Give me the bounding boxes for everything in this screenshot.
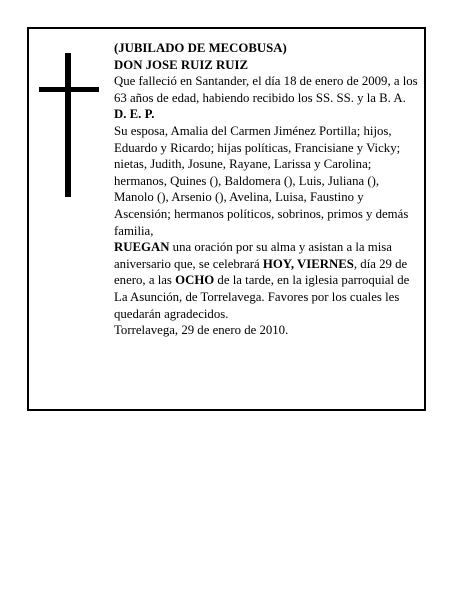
deceased-name: DON JOSE RUIZ RUIZ: [114, 57, 249, 72]
request-text-2: , día 29 de enero, a las: [114, 256, 408, 288]
request-day: HOY, VIERNES: [262, 256, 354, 271]
family-list: Su esposa, Amalia del Carmen Jiménez Portilla; hijos, Eduardo y Ricardo; hijas políticas, Francisiane y Vicky; nietas, Judith, Josune, Rayane, Larissa y Carolina; hermanos, Quines (), Baldomera (), Luis, Juliana (), Manolo (), Arsenio (), Avelina, Luisa, Faustino y Ascensión; hermanos políticos, sobrinos, primos y demás familia,: [114, 123, 409, 238]
death-statement: Que falleció en Santander, el día 18 de enero de 2009, a los 63 años de edad, habiendo recibido los SS. SS. y la B. A.: [114, 74, 418, 105]
cross-vertical-bar: [65, 53, 71, 197]
request-hour: OCHO: [175, 273, 215, 288]
cross-horizontal-bar: [39, 87, 99, 92]
cross-icon: [39, 53, 99, 197]
notice-text: [114, 40, 420, 339]
request-lead: RUEGAN: [114, 240, 170, 255]
place-date: Torrelavega, 29 de enero de 2010.: [114, 323, 289, 338]
rip-line: D. E. P.: [114, 107, 155, 122]
deceased-affiliation: (JUBILADO DE MECOBUSA): [114, 41, 287, 55]
obituary-notice: [27, 27, 426, 411]
request-text-1: una oración por su alma y asistan a la misa aniversario que, se celebrará: [114, 240, 392, 271]
request-text-3: de la tarde, en la iglesia parroquial de La Asunción, de Torrelavega. Favores por los cuales les quedarán agradecidos.: [114, 273, 410, 321]
mass-request: [114, 239, 420, 322]
